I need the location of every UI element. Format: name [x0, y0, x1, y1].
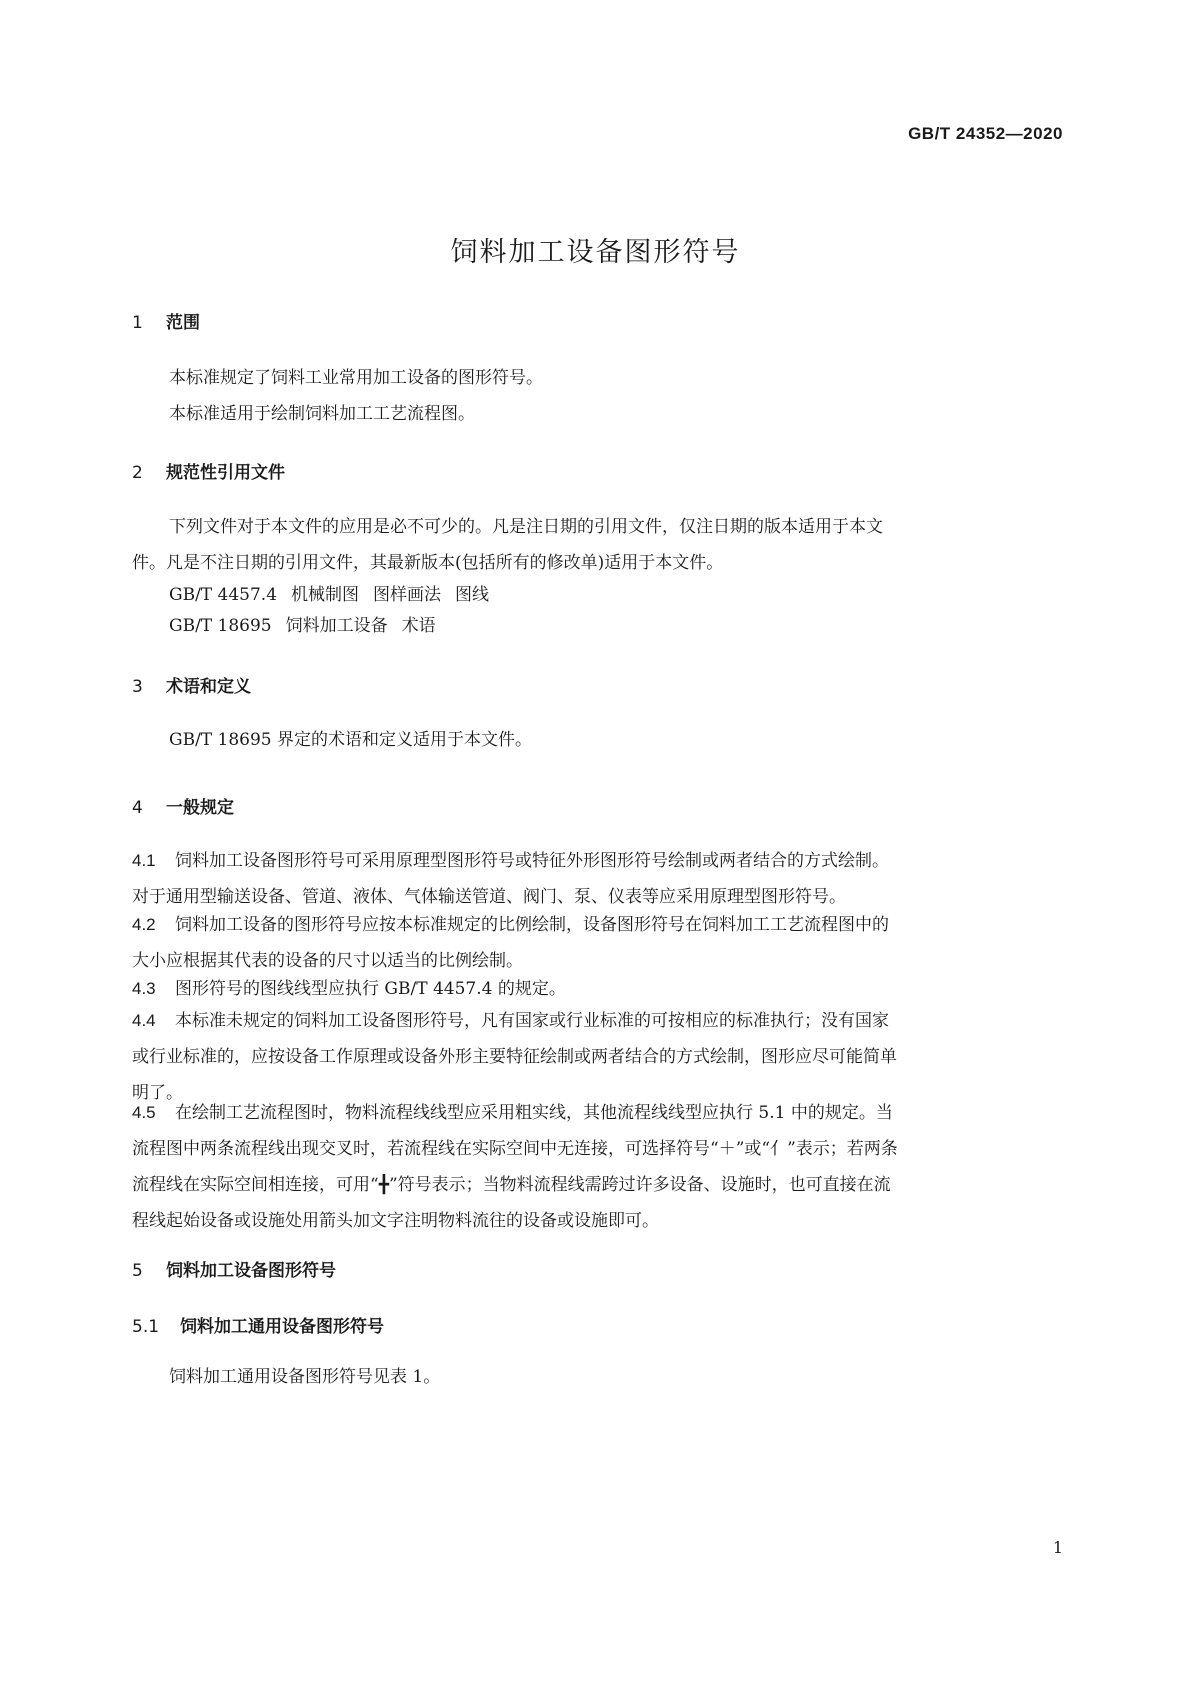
section-1-body: 本标准规定了饲料工业常用加工设备的图形符号。 本标准适用于绘制饲料加工工艺流程图。	[169, 368, 543, 424]
bridge-crossing-icon: ⺅	[770, 1139, 788, 1159]
section-3-heading: 3 术语和定义	[132, 677, 251, 697]
section-2-heading: 2 规范性引用文件	[132, 463, 285, 483]
normative-reference: GB/T 18695 饲料加工设备 术语	[169, 616, 436, 636]
section-5-1-heading: 5.1 饲料加工通用设备图形符号	[132, 1317, 384, 1337]
clause-4-3: 4.3 图形符号的图线线型应执行 GB/T 4457.4 的规定。	[132, 979, 566, 999]
clause-4-5: 4.5 在绘制工艺流程图时，物料流程线线型应采用粗实线，其他流程线线型应执行 5.1 中的规定。当 流程图中两条流程线出现交叉时，若流程线在实际空间中无连接，可选择符号“＋”或“⺅”表示；若两条 流程线在实际空间相连接，可用“╋”符号表示；当物料流程线需跨过许多设备、设施时，也可直接在流 程线起始设备或设施处用箭头加文字注明物料流往的设备或设施即可。	[132, 1103, 898, 1231]
normative-reference: GB/T 4457.4 机械制图 图样画法 图线	[169, 585, 490, 605]
section-3-body: GB/T 18695 界定的术语和定义适用于本文件。	[169, 730, 533, 750]
page-number: 1	[1052, 1538, 1063, 1557]
section-5-1-body: 饲料加工通用设备图形符号见表 1。	[169, 1367, 441, 1387]
connected-junction-icon: ╋	[378, 1175, 389, 1195]
clause-4-4: 4.4 本标准未规定的饲料加工设备图形符号，凡有国家或行业标准的可按相应的标准执行；没有国家 或行业标准的，应按设备工作原理或设备外形主要特征绘制或两者结合的方式绘制，图形应尽可能简单 明了。	[132, 1011, 897, 1103]
cross-no-connection-icon: ＋	[718, 1139, 736, 1159]
section-1-heading: 1 范围	[132, 313, 200, 333]
standard-code: GB/T 24352—2020	[908, 124, 1063, 143]
section-2-body: 下列文件对于本文件的应用是必不可少的。凡是注日期的引用文件，仅注日期的版本适用于本文 件。凡是不注日期的引用文件，其最新版本(包括所有的修改单)适用于本文件。	[132, 517, 883, 573]
section-4-heading: 4 一般规定	[132, 798, 234, 818]
section-5-heading: 5 饲料加工设备图形符号	[132, 1261, 336, 1281]
document-title: 饲料加工设备图形符号	[450, 237, 741, 268]
clause-4-2: 4.2 饲料加工设备的图形符号应按本标准规定的比例绘制，设备图形符号在饲料加工工艺流程图中的 大小应根据其代表的设备的尺寸以适当的比例绘制。	[132, 915, 889, 971]
clause-4-1: 4.1 饲料加工设备图形符号可采用原理型图形符号或特征外形图形符号绘制或两者结合的方式绘制。 对于通用型输送设备、管道、液体、气体输送管道、阀门、泵、仪表等应采用原理型图形符号。	[132, 851, 889, 907]
